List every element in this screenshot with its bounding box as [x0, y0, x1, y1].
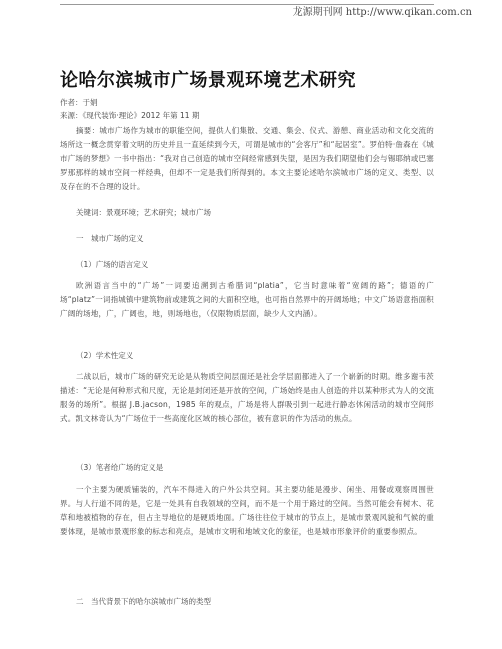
article-title: 论哈尔滨城市广场景观环境艺术研究 [60, 70, 356, 91]
paragraph-3: 一个主要为硬质铺装的，汽车不得进入的户外公共空间。其主要功能是漫步、闲坐、用餐或观察周围世界。与人行道不同的是，它是一处具有自我领域的空间，而不是一个用于路过的空间。当然可能会有树木、花草和地被植物的存在，但占主导地位的是硬质地面。广场往往位于城市的节点上，是城市景观风貌和气候的重要体现，是城市景观形象的标志和亮点，是城市文明和地域文化的象征，也是城市形象评价的重要参照点。 [60, 485, 434, 536]
author-line: 作者：于娟 [60, 98, 98, 107]
site-header: 龙源期刊网 http://www.qikan.com.cn [292, 7, 472, 18]
paragraph-1: 欧洲语言当中的“广场”一词要追溯到古希腊词“platia”，它当时意味着“宽阔的路”；德语的广场“platz”一词指城镇中建筑物前或建筑之间的大面积空地，也可指自然界中的开阔场地；中文广场语意指面积广阔的场地，广，广阔也，地，则场地也，（仅限物质层面，缺少人文内涵）。 [60, 281, 434, 318]
source-line: 来源：《现代装饰·理论》2012 年第 11 期 [60, 111, 200, 120]
subheading-1: （1）广场的语言定义 [76, 260, 149, 269]
paragraph-2: 二战以后，城市广场的研究无论是从物质空间层面还是社会学层面都进入了一个崭新的时期。维多谢韦茨描述：“无论是何种形式和尺度，无论是封闭还是开放的空间，广场始终是由人创造的并以某种形式为人的交流服务的场所”。根据 J.B.jacson，1985 年的观点，广场是将人群吸引到一起进行静态休闲活动的城市空间形式。凯文林奇认为“广场位于一些高度化区域的核心部位，被有意识的作为活动的焦点。 [60, 372, 434, 423]
keywords: 关键词：景观环境；艺术研究；城市广场 [76, 208, 211, 217]
section-heading-2: 二 当代背景下的哈尔滨城市广场的类型 [76, 597, 211, 606]
abstract: 摘要：城市广场作为城市的职能空间，提供人们集散、交通、集会、仪式、游憩、商业活动和文化交流的场所这一概念贯穿着文明的历史并且一直延续到今天，可谓是城市的“会客厅”和“起居室”。罗伯特·詹森在《城市广场的梦想》一书中指出：“我对自己创造的城市空间经常感到失望，是因为我们期望他们会与锡耶纳或巴塞罗那那样的城市空间一样经典，但却不一定是我们所得到的。本文主要论述哈尔滨城市广场的定义、类型、以及存在的不合理的设计。 [60, 126, 434, 191]
subheading-2: （2）学术性定义 [76, 351, 134, 360]
subheading-3: （3）笔者给广场的定义是 [76, 463, 164, 472]
section-heading-1: 一 城市广场的定义 [76, 234, 144, 243]
